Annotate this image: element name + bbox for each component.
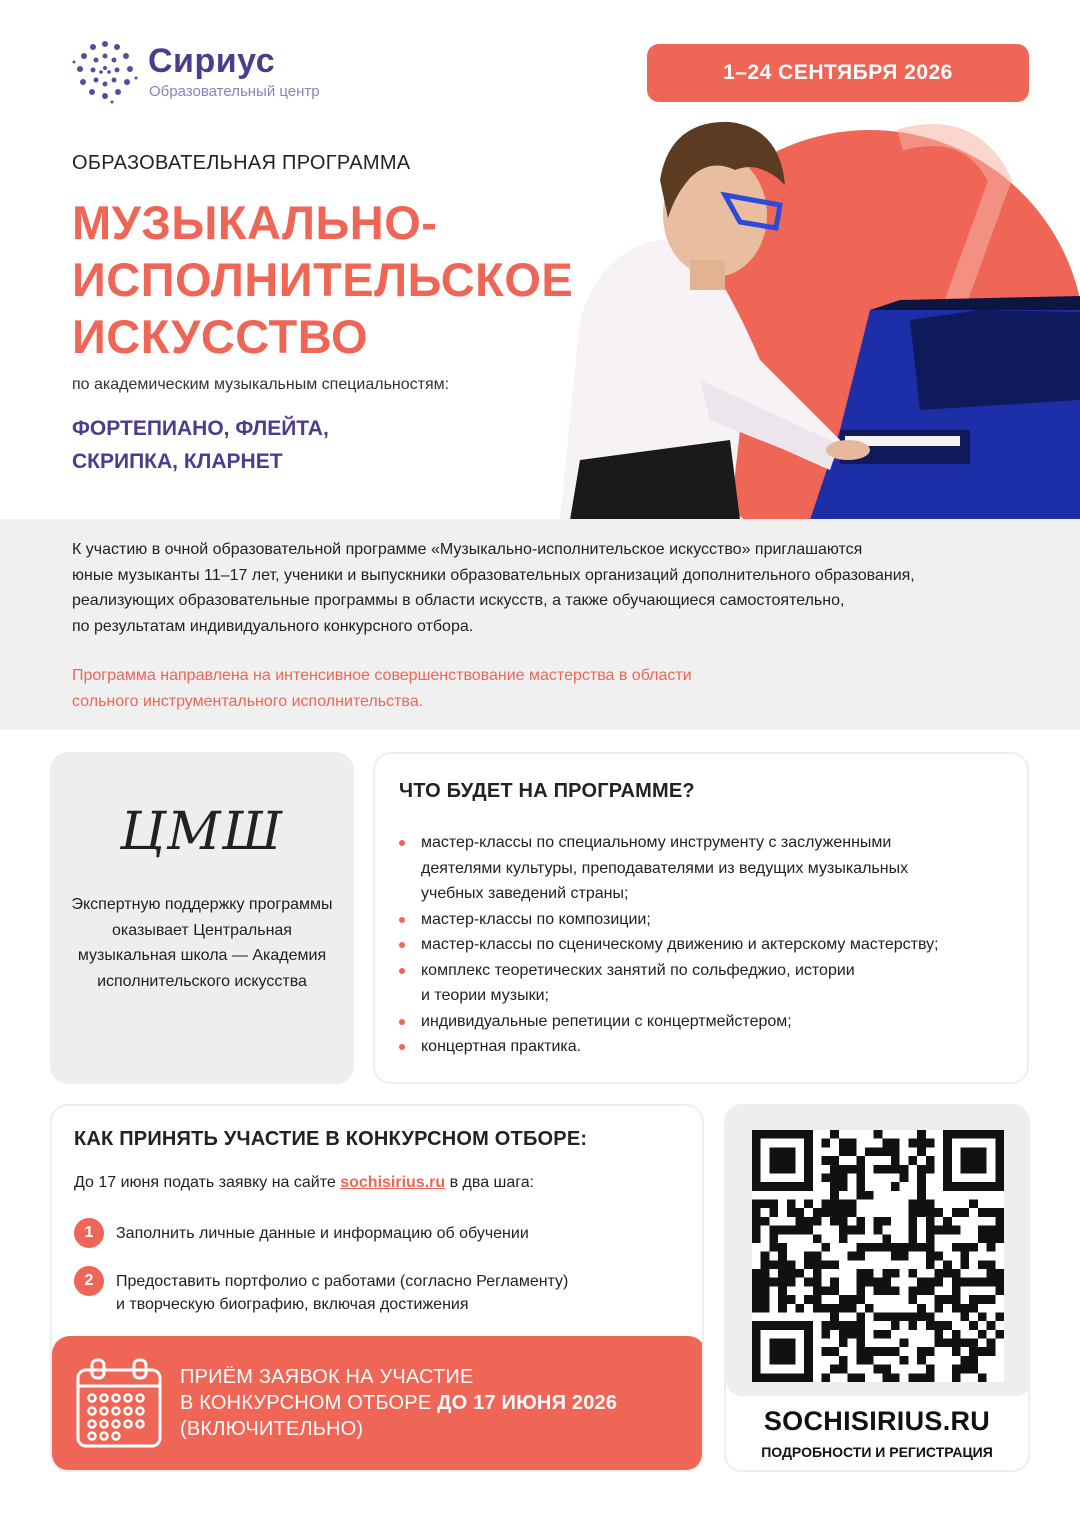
qr-code-icon[interactable] bbox=[752, 1130, 1004, 1382]
deadline-banner bbox=[52, 1336, 704, 1472]
program-content-title: ЧТО БУДЕТ НА ПРОГРАММЕ? bbox=[399, 780, 695, 802]
how-to-apply-title: КАК ПРИНЯТЬ УЧАСТИЕ В КОНКУРСНОМ ОТБОРЕ: bbox=[74, 1128, 588, 1150]
list-item-line: индивидуальные репетиции с концертмейстером; bbox=[421, 1012, 792, 1030]
step-text-line: Предоставить портфолио с работами (согласно Регламенту) bbox=[116, 1273, 569, 1290]
intro-line: юные музыканты 11–17 лет, ученики и выпускники образовательных организаций дополнительного образования, bbox=[72, 566, 915, 584]
pianist-photo bbox=[540, 100, 1080, 520]
list-item-line: концертная практика. bbox=[421, 1038, 582, 1055]
logo-name: Сириус bbox=[148, 42, 276, 80]
deadline-text bbox=[180, 1364, 617, 1442]
list-item bbox=[399, 1009, 939, 1035]
step-text bbox=[116, 1222, 529, 1245]
list-item-line: мастер-классы по специальному инструменту с заслуженными bbox=[421, 834, 892, 851]
deadline-line bbox=[180, 1390, 617, 1416]
program-title-line: МУЗЫКАЛЬНО- bbox=[72, 196, 438, 249]
how-to-apply-card bbox=[50, 1104, 704, 1472]
partner-text: Экспертную поддержку программы оказывает Центральная музыкальная школа — Академия исполнительского искусства bbox=[71, 896, 333, 990]
specialties-list bbox=[72, 412, 329, 478]
date-badge: 1–24 СЕНТЯБРЯ 2026 bbox=[647, 44, 1029, 102]
step-text bbox=[116, 1270, 568, 1316]
specialties-line: ФОРТЕПИАНО, ФЛЕЙТА, bbox=[72, 417, 329, 440]
list-item bbox=[399, 932, 939, 958]
list-item-line: мастер-классы по композиции; bbox=[421, 910, 651, 928]
step-number-badge: 1 bbox=[74, 1218, 104, 1248]
calendar-icon bbox=[74, 1358, 164, 1450]
partner-card bbox=[50, 752, 354, 1084]
program-title-line: ИСКУССТВО bbox=[72, 310, 369, 363]
lead-text: в два шага: bbox=[445, 1174, 535, 1191]
qr-card[interactable] bbox=[724, 1104, 1030, 1472]
list-item bbox=[399, 907, 939, 933]
deadline-line: (ВКЛЮЧИТЕЛЬНО) bbox=[180, 1418, 364, 1440]
specialties-intro: по академическим музыкальным специальностям: bbox=[72, 376, 450, 393]
cmsh-logo: ЦМШ bbox=[120, 802, 284, 862]
intro-line: по результатам индивидуального конкурсного отбора. bbox=[72, 617, 474, 635]
list-item bbox=[399, 958, 939, 1009]
deadline-date: ДО 17 ИЮНЯ 2026 bbox=[437, 1392, 618, 1414]
intro-accent-line: сольного инструментального исполнительства. bbox=[72, 692, 424, 710]
list-item-line: деятелями культуры, преподавателями из ведущих музыкальных bbox=[421, 859, 909, 877]
intro-line: К участию в очной образовательной программе «Музыкально-исполнительское искусство» приглашаются bbox=[72, 541, 863, 558]
intro-paragraph bbox=[72, 537, 1032, 639]
specialties-line: СКРИПКА, КЛАРНЕТ bbox=[72, 450, 283, 473]
sirius-logo-icon bbox=[72, 38, 138, 104]
list-item-line: и теории музыки; bbox=[421, 987, 549, 1004]
site-caption: ПОДРОБНОСТИ И РЕГИСТРАЦИЯ bbox=[761, 1444, 993, 1460]
list-item-line: мастер-классы по сценическому движению и актерскому мастерству; bbox=[421, 936, 939, 953]
intro-line: реализующих образовательные программы в области искусств, а также обучающиеся самостоятельно, bbox=[72, 592, 845, 609]
list-item-line: учебных заведений страны; bbox=[421, 885, 629, 902]
program-content-card bbox=[373, 752, 1029, 1084]
program-label: ОБРАЗОВАТЕЛЬНАЯ ПРОГРАММА bbox=[72, 152, 411, 174]
intro-accent-line: Программа направлена на интенсивное совершенствование мастерства в области bbox=[72, 667, 692, 684]
lead-text: До 17 июня подать заявку на сайте bbox=[74, 1174, 341, 1191]
step-number-badge: 2 bbox=[74, 1266, 104, 1296]
program-title bbox=[72, 194, 573, 365]
program-content-list bbox=[399, 830, 939, 1060]
program-title-line: ИСПОЛНИТЕЛЬСКОЕ bbox=[72, 253, 574, 306]
step-text-line: и творческую биографию, включая достижения bbox=[116, 1296, 469, 1313]
logo-subtitle: Образовательный центр bbox=[149, 83, 320, 100]
sirius-logo[interactable] bbox=[72, 38, 372, 108]
list-item bbox=[399, 1034, 939, 1060]
step-text-line: Заполнить личные данные и информацию об обучении bbox=[116, 1225, 529, 1242]
site-link[interactable]: sochisirius.ru bbox=[340, 1174, 446, 1191]
list-item-line: комплекс теоретических занятий по сольфеджио, истории bbox=[421, 961, 855, 979]
how-to-apply-lead bbox=[74, 1174, 534, 1192]
intro-accent-paragraph bbox=[72, 663, 692, 714]
deadline-line: ПРИЁМ ЗАЯВОК НА УЧАСТИЕ bbox=[180, 1366, 474, 1388]
site-url[interactable]: SOCHISIRIUS.RU bbox=[763, 1406, 991, 1436]
list-item bbox=[399, 830, 939, 907]
deadline-line-text: В КОНКУРСНОМ ОТБОРЕ bbox=[180, 1392, 438, 1414]
